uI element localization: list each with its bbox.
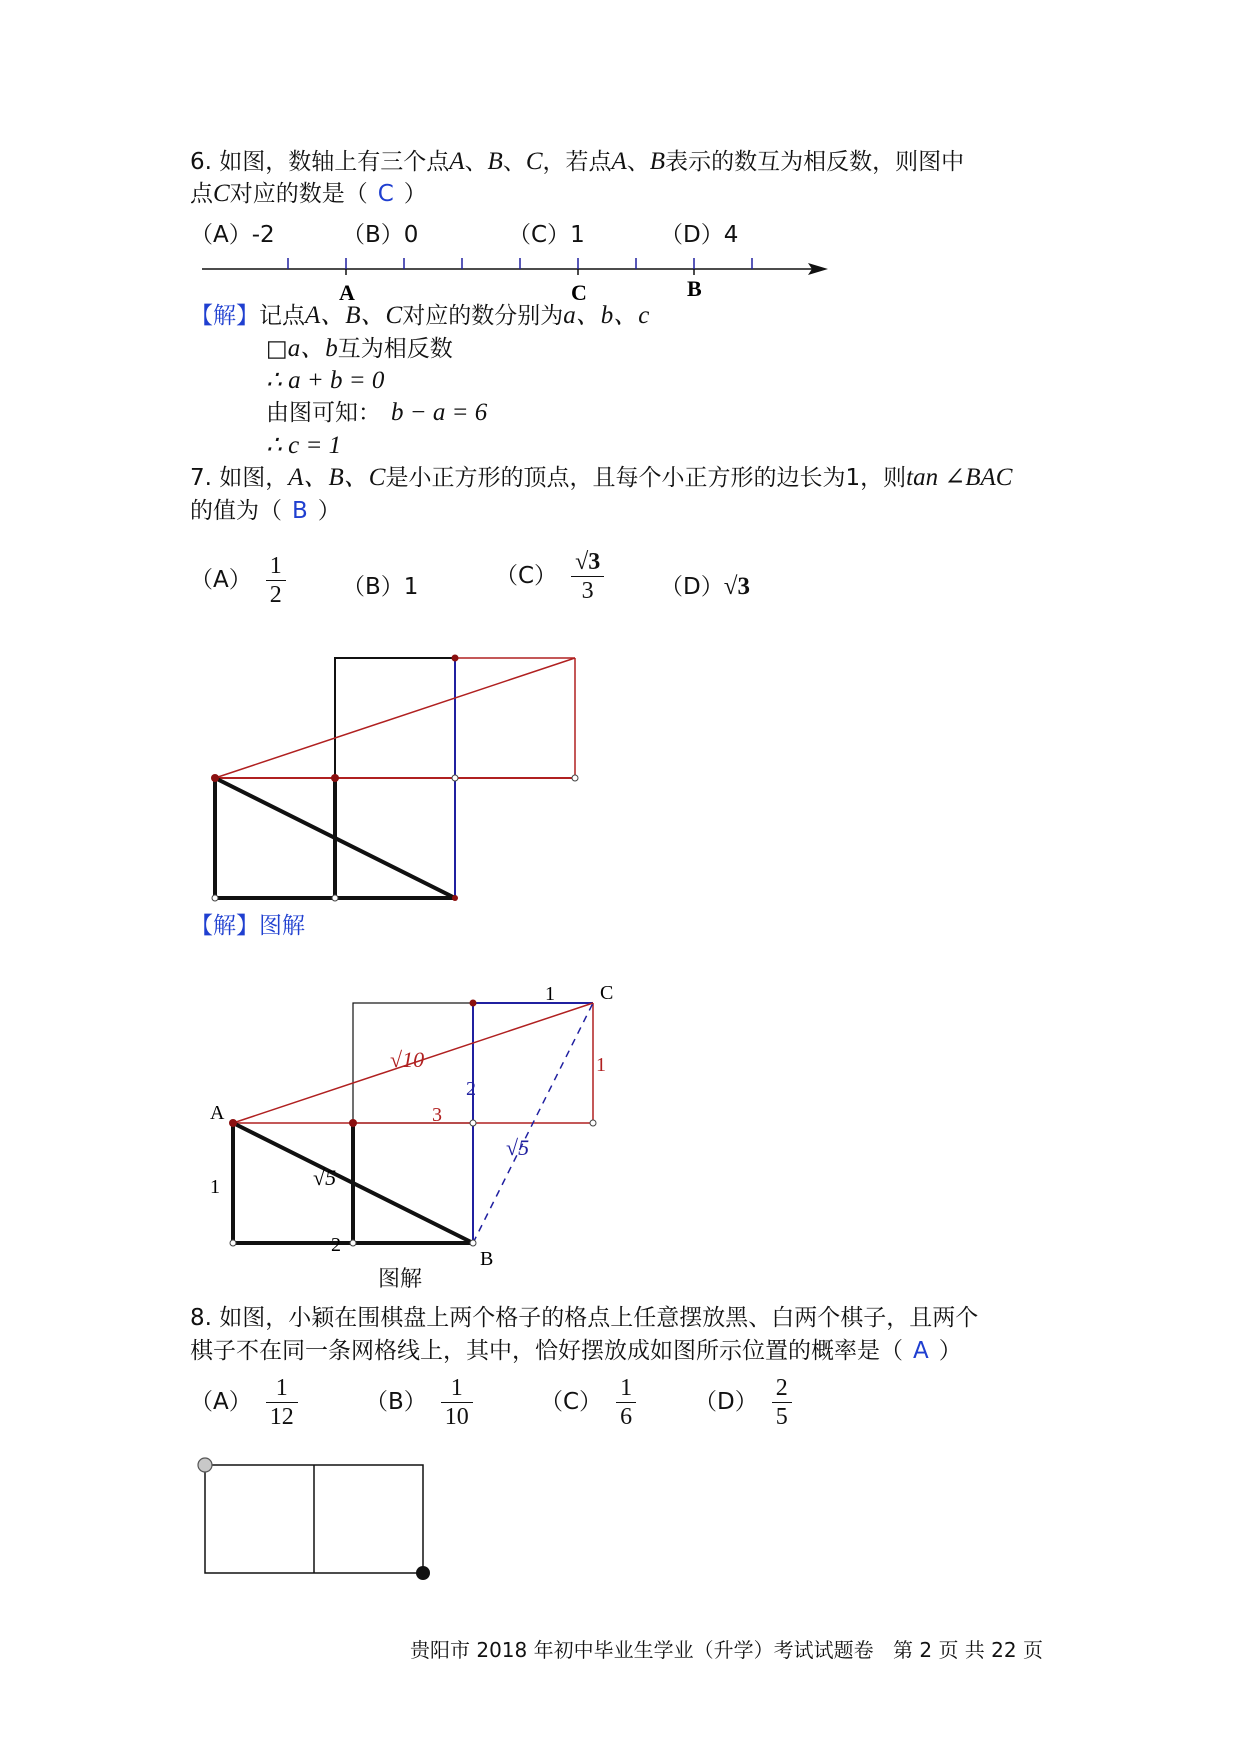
q7-text: 如图， <box>219 465 289 491</box>
label-b: B <box>480 1248 494 1270</box>
q6-pt-a: A <box>611 148 627 175</box>
q7-side-length: 1 <box>845 465 861 491</box>
option-key: （C） <box>508 222 571 248</box>
q7-option-a <box>190 552 286 609</box>
label-two-mid: 2 <box>466 1078 476 1100</box>
solution-tag: 【解】 <box>190 913 259 939</box>
option-value: 4 <box>723 222 739 248</box>
solution-text: 由图可知： <box>266 400 381 426</box>
because-symbol: □ <box>266 336 288 362</box>
label-sqrt5-left: √5 <box>313 1165 337 1190</box>
q6-close-paren: ） <box>403 181 427 207</box>
option-key: （A） <box>190 222 252 248</box>
q6-stem-line2 <box>190 178 427 210</box>
numerator: 2 <box>772 1374 792 1403</box>
q6-sep: 、 <box>464 149 488 175</box>
option-value: -2 <box>251 222 275 248</box>
option-key: （B） <box>365 1389 427 1415</box>
option-value: √3 <box>723 573 750 600</box>
q8-option-a <box>190 1374 298 1431</box>
label-one-top: 1 <box>545 983 555 1005</box>
label-three: 3 <box>432 1104 442 1126</box>
axis-label-b: B <box>687 276 702 301</box>
q7-option-d <box>660 568 750 601</box>
numerator: √3 <box>571 548 604 577</box>
solution-vars: a、b <box>287 335 338 362</box>
label-sqrt10: √10 <box>390 1047 425 1072</box>
solution-text: 互为相反数 <box>337 336 453 362</box>
label-c: C <box>600 982 614 1004</box>
q7-stem-line2 <box>190 495 341 527</box>
q6-stem-line1: 6. 如图，数轴上有三个点A、B、C，若点A、B表示的数互为相反数，则图中 <box>190 148 965 175</box>
q6-number-line <box>190 245 830 305</box>
fraction <box>772 1374 792 1431</box>
numerator: 1 <box>266 1374 298 1403</box>
q6-pt-b: B <box>487 148 503 175</box>
q7-number: 7 <box>190 465 205 491</box>
q7-text: 的值为（ <box>190 498 282 524</box>
q6-pt-c: C <box>525 148 543 175</box>
solution-vars: a、b、c <box>563 302 650 329</box>
q8-answer: A <box>913 1338 929 1364</box>
q8-text: 如图，小颖在围棋盘上两个格子的格点上任意摆放黑、白两个棋子，且两个 <box>219 1305 979 1331</box>
q7-close-paren: ） <box>317 498 341 524</box>
option-key: （D） <box>660 574 724 600</box>
option-value: 0 <box>403 222 419 248</box>
q7-text: ，则 <box>860 465 907 491</box>
q6-text: 表示的数互为相反数，则图中 <box>665 149 965 175</box>
q8-option-b <box>365 1374 473 1431</box>
q7-solution <box>190 910 305 942</box>
solution-text: 记点 <box>259 303 305 329</box>
option-key: （B） <box>342 574 404 600</box>
option-key: （D） <box>694 1389 758 1415</box>
q8-option-d <box>694 1374 792 1431</box>
q6-text: ，若点 <box>542 149 612 175</box>
solution-text: 对应的数分别为 <box>402 303 564 329</box>
label-a: A <box>210 1102 225 1124</box>
numerator: 1 <box>441 1374 473 1403</box>
solution-text: 图解 <box>259 913 305 939</box>
footer-exam-title: 贵阳市 2018 年初中毕业生学业（升学）考试试题卷 <box>410 1638 874 1662</box>
q7-grid-figure <box>205 648 585 908</box>
q7-solution-figure <box>200 975 640 1295</box>
q7-figure-caption: 图解 <box>378 1267 423 1292</box>
q7-tan-expr: tan ∠BAC <box>906 464 1013 491</box>
option-key: （B） <box>342 222 404 248</box>
denominator: 12 <box>269 1404 294 1430</box>
q6-solution-line5: ∴ c = 1 <box>266 432 342 459</box>
label-one-right: 1 <box>596 1054 606 1076</box>
option-key: （D） <box>660 222 724 248</box>
q6-pt-c: C <box>213 180 230 207</box>
q8-option-c <box>540 1374 636 1431</box>
fraction <box>266 1374 298 1431</box>
q6-number: 6 <box>190 149 205 175</box>
numerator: 1 <box>616 1374 636 1403</box>
denominator: 10 <box>444 1404 469 1430</box>
q6-sep: 、 <box>502 149 526 175</box>
option-key: （C） <box>495 563 558 589</box>
q6-pt-a: A <box>449 148 465 175</box>
solution-equation: b − a = 6 <box>391 399 488 426</box>
axis-label-a: A <box>339 280 355 305</box>
option-key: （C） <box>540 1389 603 1415</box>
q8-text: 棋子不在同一条网格线上，其中，恰好摆放成如图所示位置的概率是（ <box>190 1338 903 1364</box>
solution-tag: 【解】 <box>190 303 259 329</box>
q6-solution-line2 <box>266 333 453 365</box>
q6-text: 如图，数轴上有三个点 <box>219 149 450 175</box>
white-stone <box>198 1458 212 1472</box>
axis-label-c: C <box>571 280 587 305</box>
q7-option-c <box>495 548 604 605</box>
option-key: （A） <box>190 1389 252 1415</box>
q6-pt-b: B <box>649 148 666 175</box>
footer-page-number: 第 2 页 共 22 页 <box>893 1638 1043 1662</box>
option-value: 1 <box>570 222 585 248</box>
denominator: 6 <box>620 1404 633 1430</box>
q8-close-paren: ） <box>938 1338 962 1364</box>
q6-text: 对应的数是（ <box>229 181 368 207</box>
q8-go-board <box>190 1450 440 1585</box>
denominator: 5 <box>775 1404 788 1430</box>
option-value: 1 <box>403 574 419 600</box>
q6-answer: C <box>377 181 394 207</box>
q7-stem-line1: 7. 如图，A、B、C是小正方形的顶点，且每个小正方形的边长为1，则tan ∠BAC <box>190 464 1013 491</box>
numerator: 1 <box>266 552 286 581</box>
q6-solution-line1 <box>190 300 649 332</box>
q8-stem-line2 <box>190 1335 962 1367</box>
q6-sep: 、 <box>626 149 650 175</box>
q6-solution-line3: ∴ a + b = 0 <box>266 367 385 394</box>
denominator: 3 <box>581 578 594 604</box>
option-key: （A） <box>190 567 252 593</box>
q6-solution-line4 <box>266 397 487 429</box>
fraction <box>571 548 604 605</box>
q8-number: 8 <box>190 1305 205 1331</box>
q7-answer: B <box>292 498 308 524</box>
denominator: 2 <box>269 582 282 608</box>
fraction <box>616 1374 636 1431</box>
fraction <box>266 552 286 609</box>
black-stone <box>416 1566 430 1580</box>
q7-points: A、B、C <box>288 464 386 491</box>
solution-points: A、B、C <box>305 302 403 329</box>
q8-stem-line1: 8. 如图，小颖在围棋盘上两个格子的格点上任意摆放黑、白两个棋子，且两个 <box>190 1305 979 1331</box>
fraction <box>441 1374 473 1431</box>
q6-text: 点 <box>190 181 213 207</box>
q7-text: 是小正方形的顶点，且每个小正方形的边长为 <box>385 465 846 491</box>
label-one-left: 1 <box>210 1176 220 1198</box>
q7-option-b <box>342 568 418 601</box>
label-two-bottom: 2 <box>331 1234 341 1256</box>
label-sqrt5-right: √5 <box>506 1135 530 1160</box>
